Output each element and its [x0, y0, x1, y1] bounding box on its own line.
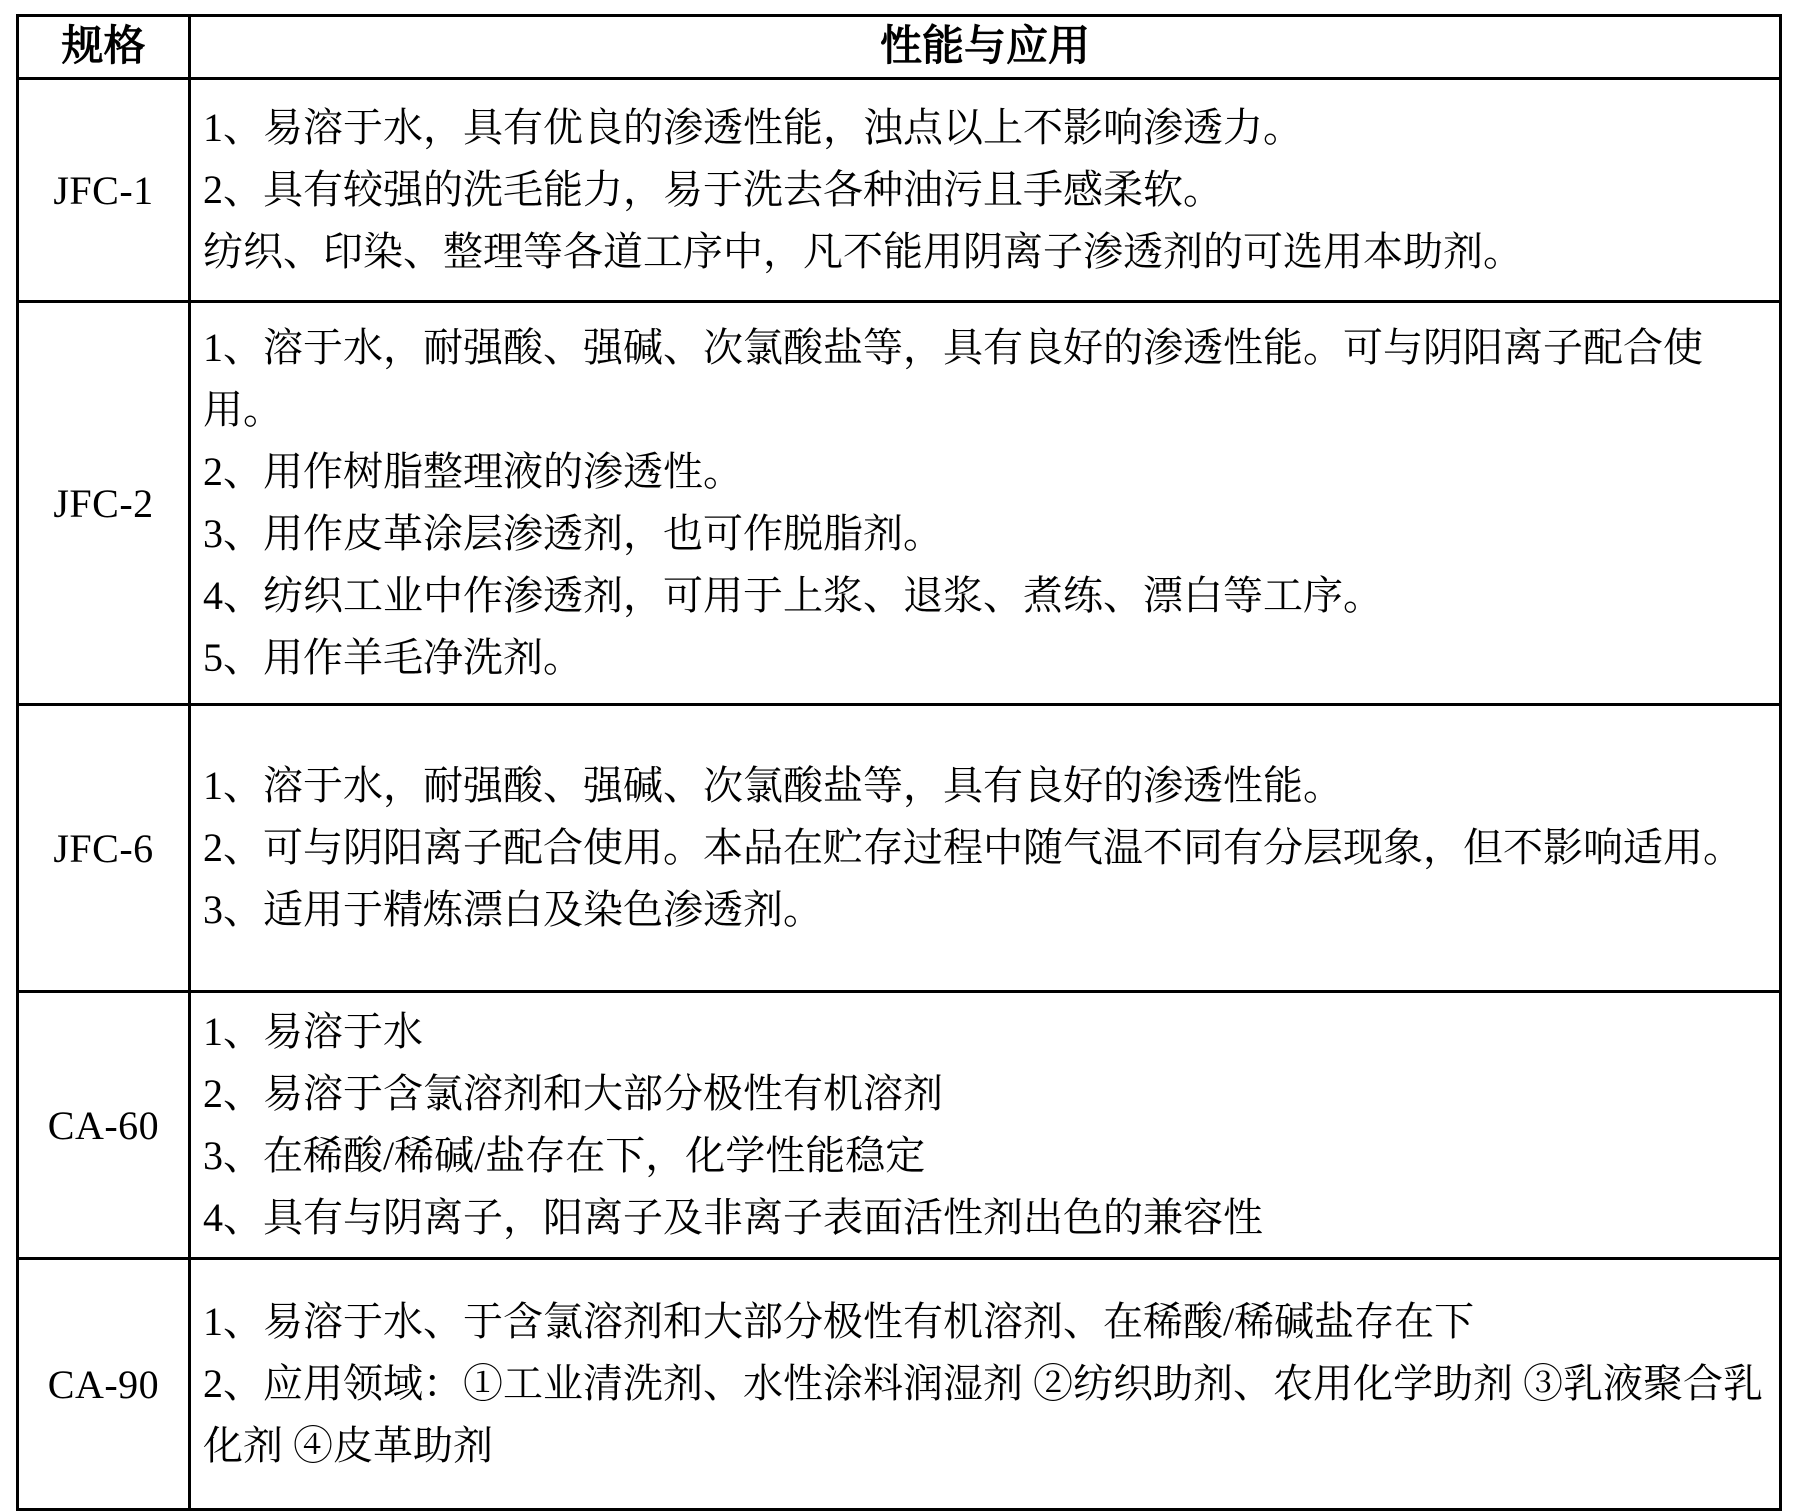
property-line: 1、溶于水，耐强酸、强碱、次氯酸盐等，具有良好的渗透性能。 — [203, 763, 1343, 808]
props-cell — [190, 302, 1781, 705]
col-header-spec: 规格 — [18, 16, 190, 79]
table-row — [18, 992, 1781, 1259]
property-line: 5、用作羊毛净洗剂。 — [203, 635, 583, 680]
table-row — [18, 705, 1781, 992]
property-line: 纺织、印染、整理等各道工序中，凡不能用阴离子渗透剂的可选用本助剂。 — [203, 229, 1523, 274]
property-line: 2、可与阴阳离子配合使用。本品在贮存过程中随气温不同有分层现象，但不影响适用。 — [203, 825, 1743, 870]
spec-cell: JFC-1 — [18, 79, 190, 302]
spec-cell: JFC-6 — [18, 705, 190, 992]
spec-table — [16, 14, 1782, 1511]
property-line: 2、应用领域：①工业清洗剂、水性涂料润湿剂 ②纺织助剂、农用化学助剂 ③乳液聚合乳化剂 ④皮革助剂 — [203, 1361, 1763, 1468]
property-line: 1、易溶于水 — [203, 1009, 423, 1054]
property-line: 1、易溶于水，具有优良的渗透性能，浊点以上不影响渗透力。 — [203, 105, 1303, 150]
table-row — [18, 79, 1781, 302]
property-line: 2、用作树脂整理液的渗透性。 — [203, 449, 743, 494]
property-line: 1、溶于水，耐强酸、强碱、次氯酸盐等，具有良好的渗透性能。可与阴阳离子配合使用。 — [203, 325, 1703, 432]
spec-cell: JFC-2 — [18, 302, 190, 705]
col-header-performance: 性能与应用 — [190, 16, 1781, 79]
property-line: 3、适用于精炼漂白及染色渗透剂。 — [203, 887, 823, 932]
props-cell — [190, 79, 1781, 302]
property-line: 1、易溶于水、于含氯溶剂和大部分极性有机溶剂、在稀酸/稀碱盐存在下 — [203, 1299, 1475, 1344]
spec-cell: CA-60 — [18, 992, 190, 1259]
props-cell — [190, 992, 1781, 1259]
property-line: 3、在稀酸/稀碱/盐存在下，化学性能稳定 — [203, 1133, 926, 1178]
property-line: 4、纺织工业中作渗透剂，可用于上浆、退浆、煮练、漂白等工序。 — [203, 573, 1383, 618]
props-cell — [190, 705, 1781, 992]
table-row — [18, 302, 1781, 705]
props-cell — [190, 1259, 1781, 1510]
property-line: 4、具有与阴离子，阳离子及非离子表面活性剂出色的兼容性 — [203, 1195, 1263, 1240]
header-row — [18, 16, 1781, 79]
property-line: 2、具有较强的洗毛能力，易于洗去各种油污且手感柔软。 — [203, 167, 1223, 212]
property-line: 3、用作皮革涂层渗透剂，也可作脱脂剂。 — [203, 511, 943, 556]
property-line: 2、易溶于含氯溶剂和大部分极性有机溶剂 — [203, 1071, 943, 1116]
table-row — [18, 1259, 1781, 1510]
spec-cell: CA-90 — [18, 1259, 190, 1510]
